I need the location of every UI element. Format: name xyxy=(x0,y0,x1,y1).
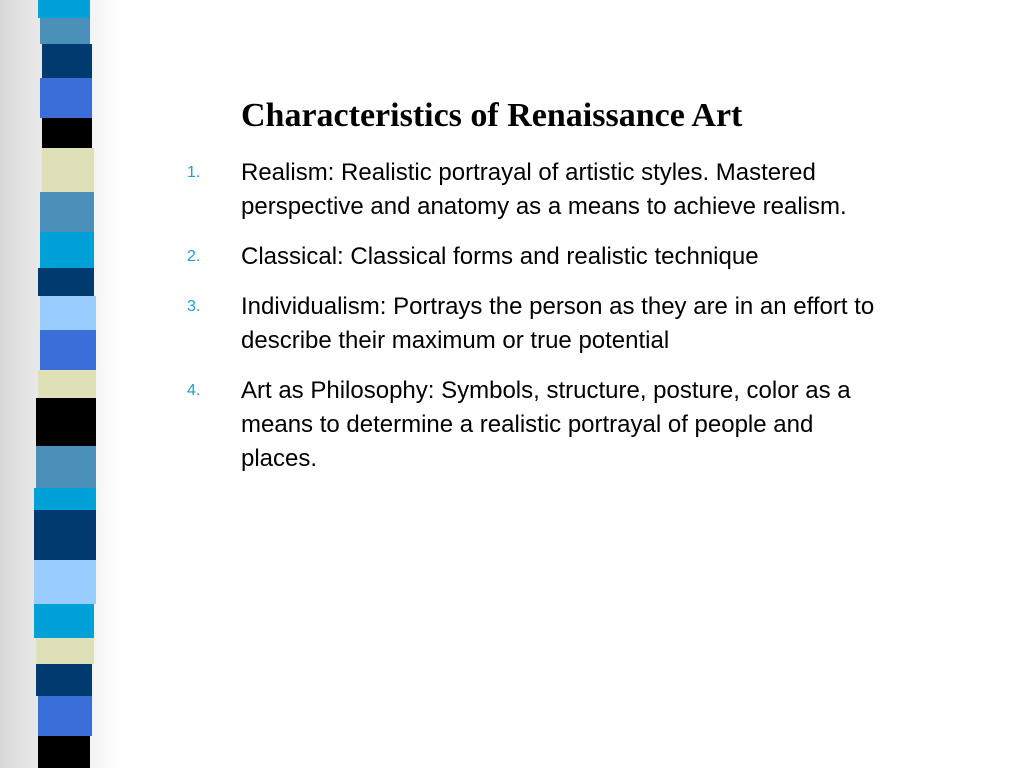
strip-block xyxy=(36,664,92,696)
strip-block xyxy=(40,192,94,232)
list-item xyxy=(160,240,900,274)
list-item-text: Art as Philosophy: Symbols, structure, posture, color as a means to determine a realistic portrayal of people and places. xyxy=(241,377,851,472)
list-item-number: 4. xyxy=(187,382,201,399)
list-item-number: 1. xyxy=(187,164,201,181)
strip-block xyxy=(40,18,90,44)
list-item xyxy=(160,290,900,358)
list-item xyxy=(160,374,900,476)
strip-block xyxy=(38,736,90,768)
strip-block xyxy=(36,398,96,446)
list-item-number: 2. xyxy=(187,248,201,265)
list-item-text: Realism: Realistic portrayal of artistic styles. Mastered perspective and anatomy as a means to achieve realism. xyxy=(241,159,847,220)
strip-block xyxy=(42,44,92,78)
strip-block xyxy=(38,696,92,736)
strip-block xyxy=(40,296,96,330)
strip-block xyxy=(34,560,96,604)
slide-content xyxy=(160,94,900,492)
slide-title: Characteristics of Renaissance Art xyxy=(241,97,743,134)
strip-block xyxy=(34,510,96,560)
strip-block xyxy=(38,370,96,398)
strip-block xyxy=(36,446,96,488)
strip-block xyxy=(36,638,94,664)
strip-block xyxy=(40,330,96,370)
list-item xyxy=(160,156,900,224)
strip-blocks xyxy=(0,0,120,768)
strip-block xyxy=(40,78,92,118)
strip-block xyxy=(38,268,94,296)
strip-block xyxy=(34,488,96,510)
strip-block xyxy=(38,0,90,18)
numbered-list xyxy=(160,156,900,476)
strip-block xyxy=(42,148,94,192)
list-item-text: Individualism: Portrays the person as they are in an effort to describe their maximum or true potential xyxy=(241,293,875,354)
strip-block xyxy=(40,232,94,268)
decorative-border-strip xyxy=(0,0,120,768)
list-item-text: Classical: Classical forms and realistic technique xyxy=(241,243,759,270)
strip-block xyxy=(42,118,92,148)
list-item-number: 3. xyxy=(187,298,201,315)
strip-block xyxy=(34,604,94,638)
